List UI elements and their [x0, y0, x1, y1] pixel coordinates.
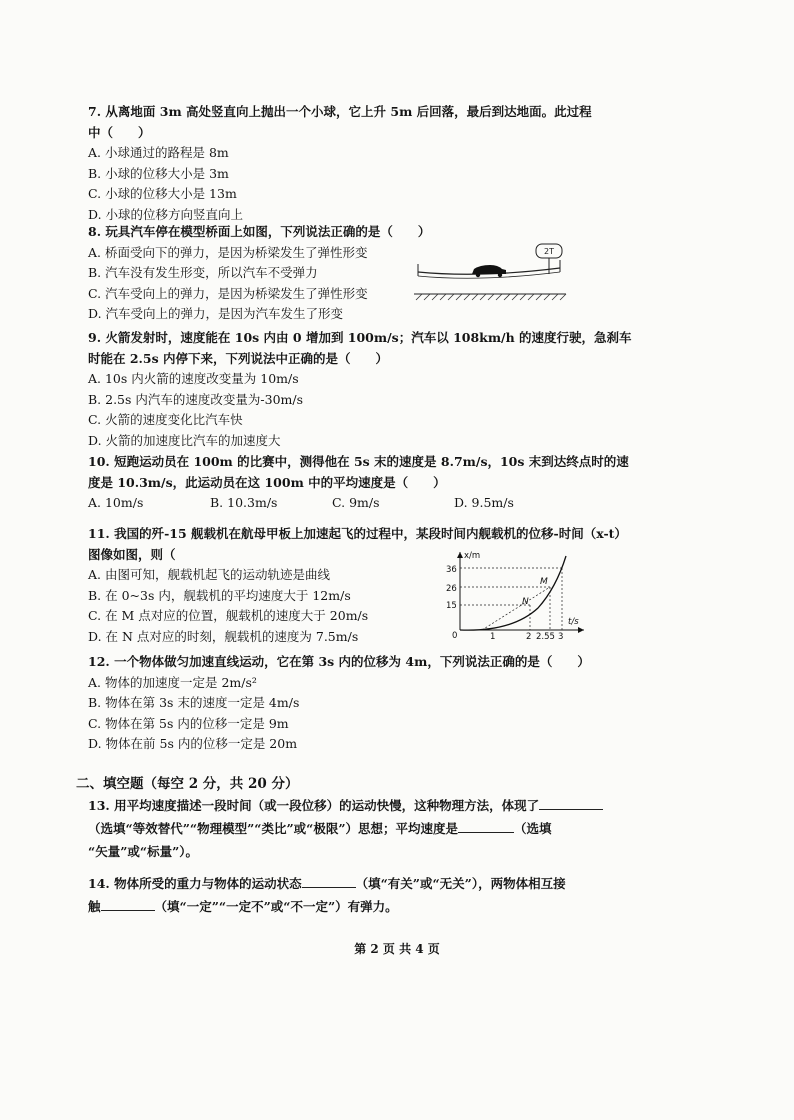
- question-8-option-b[interactable]: B. 汽车没有发生形变，所以汽车不受弹力: [88, 265, 318, 280]
- question-11-option-c[interactable]: C. 在 M 点对应的位置，舰载机的速度大于 20m/s: [88, 608, 369, 623]
- question-14-blank-2[interactable]: [101, 896, 155, 911]
- question-8-option-a[interactable]: A. 桥面受向下的弹力，是因为桥梁发生了弹性形变: [88, 244, 368, 260]
- point-m-label: M: [540, 577, 548, 587]
- question-13-text2b: （选填: [514, 821, 552, 836]
- question-13-blank-1[interactable]: [539, 795, 603, 810]
- question-8-stem: 8. 玩具汽车停在模型桥面上如图，下列说法正确的是（ ）: [88, 224, 431, 239]
- question-13: [88, 794, 648, 863]
- y-tick-15: 15: [446, 601, 457, 611]
- question-9-option-a[interactable]: A. 10s 内火箭的速度改变量为 10m/s: [88, 371, 299, 386]
- question-9-stem-line1: 9. 火箭发射时，速度能在 10s 内由 0 增加到 100m/s；汽车以 108km/h 的速度行驶，急刹车: [88, 330, 632, 345]
- question-10-option-d[interactable]: D. 9.5m/s: [454, 495, 514, 510]
- question-12-option-c[interactable]: C. 物体在第 5s 内的位移一定是 9m: [88, 715, 289, 731]
- question-13-text1: 13. 用平均速度描述一段时间（或一段位移）的运动快慢，这种物理方法，体现了: [88, 798, 540, 813]
- question-8-option-c[interactable]: C. 汽车受向上的弹力，是因为桥梁发生了弹性形变: [88, 285, 368, 301]
- toy-car-icon: [472, 265, 506, 274]
- question-14-text1a: 14. 物体所受的重力与物体的运动状态: [88, 876, 302, 891]
- section-2-title: 二、填空题（每空 2 分，共 20 分）: [76, 776, 299, 792]
- question-13-text2a: （选填“等效替代”“物理模型”“类比”或“极限”）思想；平均速度是: [88, 821, 459, 836]
- question-7-option-a[interactable]: A. 小球通过的路程是 8m: [88, 145, 229, 160]
- question-10-options: [88, 493, 648, 514]
- t-tick-2-55: 2.55: [536, 632, 555, 640]
- question-10-stem-line1: 10. 短跑运动员在 100m 的比赛中，测得他在 5s 末的速度是 8.7m/s，10s 末到达终点时的速: [88, 454, 629, 469]
- question-10-option-a[interactable]: A. 10m/s: [88, 495, 144, 510]
- question-7-option-c[interactable]: C. 小球的位移大小是 13m: [88, 186, 237, 201]
- bridge-car-figure: [410, 238, 570, 304]
- question-12-option-a[interactable]: A. 物体的加速度一定是 2m/s²: [88, 674, 257, 690]
- question-14: [88, 872, 648, 918]
- question-9-option-d[interactable]: D. 火箭的加速度比汽车的加速度大: [88, 432, 281, 448]
- question-12-option-d[interactable]: D. 物体在前 5s 内的位移一定是 20m: [88, 736, 298, 751]
- question-14-text1b: （填“有关”或“无关”），两物体相互接: [355, 876, 566, 891]
- question-11-option-b[interactable]: B. 在 0~3s 内，舰载机的平均速度大于 12m/s: [88, 587, 351, 603]
- question-12-stem: 12. 一个物体做匀加速直线运动，它在第 3s 内的位移为 4m，下列说法正确的是（ ）: [88, 654, 590, 669]
- t-tick-2: 2: [526, 632, 532, 640]
- question-14-blank-1[interactable]: [302, 873, 356, 888]
- origin-label: 0: [452, 631, 458, 640]
- t-tick-3: 3: [558, 632, 564, 640]
- page-number: 第 2 页 共 4 页: [354, 942, 440, 956]
- question-13-line3: “矢量”或“标量”）。: [88, 844, 199, 859]
- question-13-line2: [88, 817, 648, 840]
- question-12: [88, 652, 648, 755]
- question-7-option-d[interactable]: D. 小球的位移方向竖直向上: [88, 206, 244, 222]
- question-14-line2: [88, 895, 648, 918]
- question-10-stem-line2: 度是 10.3m/s，此运动员在这 100m 中的平均速度是（ ）: [88, 474, 446, 490]
- question-10-option-b[interactable]: B. 10.3m/s: [210, 495, 278, 510]
- question-11-option-a[interactable]: A. 由图可知，舰载机起飞的运动轨迹是曲线: [88, 567, 330, 582]
- question-14-text2b: （填“一定”“一定不”或“不一定”）有弹力。: [154, 899, 398, 914]
- question-8-option-d[interactable]: D. 汽车受向上的弹力，是因为汽车发生了形变: [88, 306, 344, 321]
- question-7-stem-line2: 中（ ）: [88, 124, 151, 140]
- xt-graph: [442, 548, 592, 640]
- load-sign-text: 2T: [544, 247, 554, 256]
- y-tick-26: 26: [446, 584, 457, 594]
- question-11-option-d[interactable]: D. 在 N 点对应的时刻，舰载机的速度为 7.5m/s: [88, 628, 359, 644]
- question-7: [88, 102, 648, 225]
- x-axis-label: x/m: [464, 551, 481, 561]
- question-12-option-b[interactable]: B. 物体在第 3s 末的速度一定是 4m/s: [88, 695, 300, 710]
- question-10: [88, 452, 648, 514]
- question-13-line1: [88, 794, 648, 817]
- question-9-stem-line2: 时能在 2.5s 内停下来，下列说法中正确的是（ ）: [88, 350, 388, 366]
- y-tick-36: 36: [446, 565, 457, 575]
- t-axis-label: t/s: [568, 617, 579, 627]
- question-11-stem-line2: 图像如图，则（: [88, 546, 176, 562]
- question-10-option-c[interactable]: C. 9m/s: [332, 495, 380, 510]
- question-7-stem-line1: 7. 从离地面 3m 高处竖直向上抛出一个小球，它上升 5m 后回落，最后到达地面。此过程: [88, 104, 592, 119]
- question-9-option-c[interactable]: C. 火箭的速度变化比汽车快: [88, 412, 243, 427]
- question-11-stem-line1: 11. 我国的歼-15 舰载机在航母甲板上加速起飞的过程中，某段时间内舰载机的位移-时间（x-t）: [88, 526, 627, 541]
- question-13-blank-2[interactable]: [458, 818, 514, 833]
- point-n-label: N: [522, 597, 529, 607]
- question-9-option-b[interactable]: B. 2.5s 内汽车的速度改变量为-30m/s: [88, 391, 304, 407]
- t-tick-1: 1: [490, 632, 496, 640]
- question-14-text2a: 触: [88, 899, 101, 914]
- question-7-option-b[interactable]: B. 小球的位移大小是 3m: [88, 165, 229, 181]
- question-9: [88, 328, 648, 451]
- question-14-line1: [88, 872, 648, 895]
